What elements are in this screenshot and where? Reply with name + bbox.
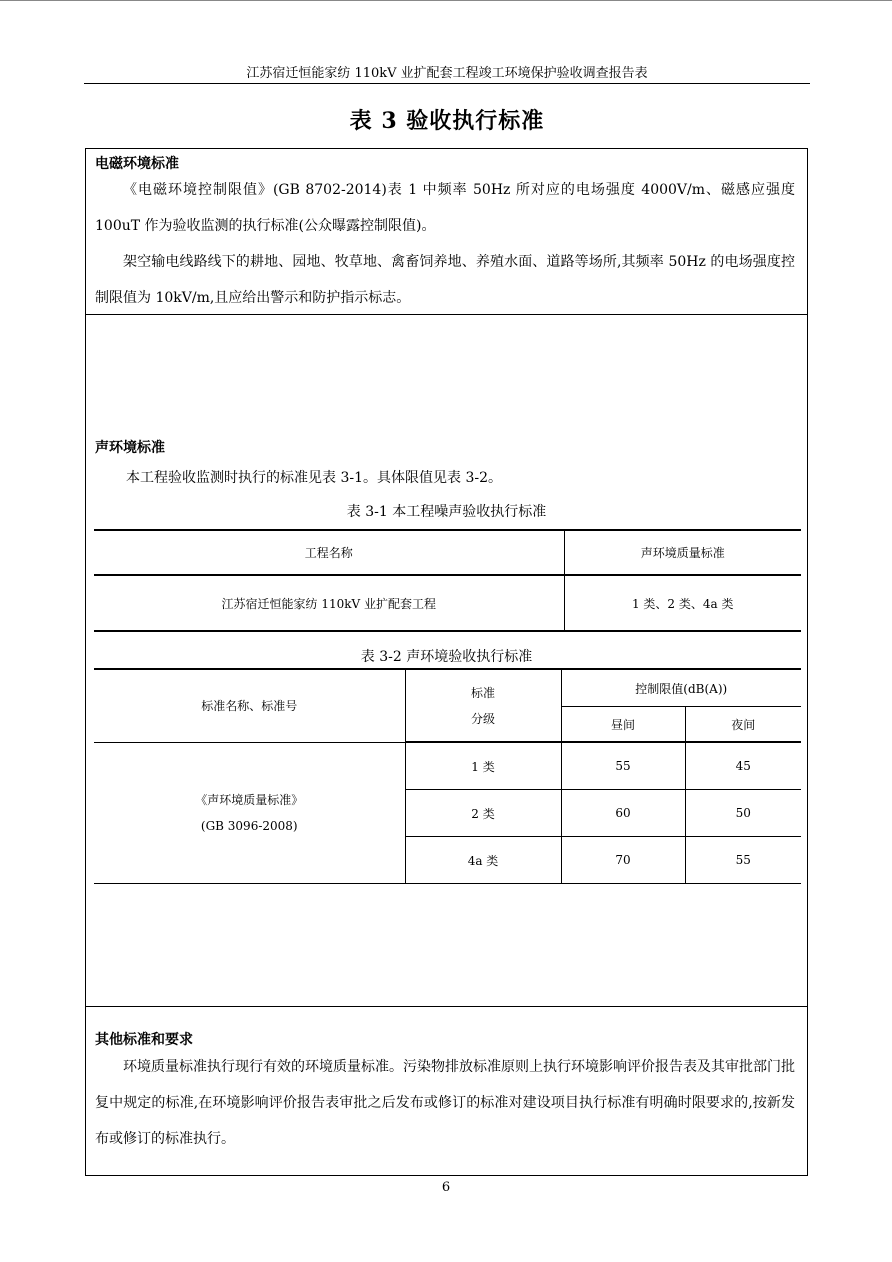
table-cell: 55 <box>685 837 801 884</box>
table-row <box>94 742 801 790</box>
table-cell: 55 <box>561 742 685 790</box>
page-title: 表 3 验收执行标准 <box>349 108 545 134</box>
header-rule <box>84 83 810 84</box>
table-cell: 50 <box>685 790 801 837</box>
table-cell: 2 类 <box>405 790 561 837</box>
running-header: 江苏宿迁恒能家纺 110kV 业扩配套工程竣工环境保护验收调查报告表 <box>246 66 648 81</box>
table-header: 标准名称、标准号 <box>94 669 405 742</box>
sound-section-heading: 声环境标准 <box>95 440 165 456</box>
em-paragraph-2: 架空输电线路线下的耕地、园地、牧草地、禽畜饲养地、养殖水面、道路等场所,其频率 50Hz 的电场强度控制限值为 10kV/m,且应给出警示和防护指示标志。 <box>95 254 795 306</box>
em-section-heading: 电磁环境标准 <box>95 156 179 172</box>
noise-standard-table <box>94 529 801 632</box>
table-cell: 1 类、2 类、4a 类 <box>564 575 801 631</box>
table-header: 工程名称 <box>94 530 564 575</box>
section-divider-1 <box>86 314 807 315</box>
table-header: 控制限值(dB(A)) <box>561 669 801 707</box>
table-cell: 60 <box>561 790 685 837</box>
other-paragraph: 环境质量标准执行现行有效的环境质量标准。污染物排放标准原则上执行环境影响评价报告表及其审批部门批复中规定的标准,在环境影响评价报告表审批之后发布或修订的标准对建设项目执行标准有明确时限要求的,按新发布或修订的标准执行。 <box>95 1059 795 1147</box>
table-cell: 1 类 <box>405 742 561 790</box>
page-top-border <box>0 0 892 1</box>
standard-name: 《声环境质量标准》 <box>195 792 304 807</box>
standard-number: (GB 3096-2008) <box>200 818 298 833</box>
standards-frame <box>85 148 808 1176</box>
table-header: 昼间 <box>561 707 685 743</box>
table-row <box>94 575 801 631</box>
sound-limit-table <box>94 668 801 884</box>
other-section-heading: 其他标准和要求 <box>95 1032 193 1048</box>
sound-intro: 本工程验收监测时执行的标准见表 3-1。具体限值见表 3-2。 <box>126 470 502 486</box>
table-cell: 4a 类 <box>405 837 561 884</box>
table-header <box>405 669 561 742</box>
table-header: 夜间 <box>685 707 801 743</box>
table-cell: 45 <box>685 742 801 790</box>
table-header: 声环境质量标准 <box>564 530 801 575</box>
em-paragraph-1: 《电磁环境控制限值》(GB 8702-2014)表 1 中频率 50Hz 所对应的电场强度 4000V/m、磁感应强度 100uT 作为验收监测的执行标准(公众曝露控制限值)。 <box>95 182 795 234</box>
grade-header-line: 标准 <box>470 685 495 700</box>
table-3-1-caption: 表 3-1 本工程噪声验收执行标准 <box>346 504 547 520</box>
section-divider-2 <box>86 1006 807 1007</box>
page-number: 6 <box>441 1180 451 1195</box>
table-cell <box>94 742 405 884</box>
grade-header-line: 分级 <box>470 711 495 726</box>
table-cell: 江苏宿迁恒能家纺 110kV 业扩配套工程 <box>221 596 436 611</box>
table-3-2-caption: 表 3-2 声环境验收执行标准 <box>360 649 533 665</box>
table-cell: 70 <box>561 837 685 884</box>
